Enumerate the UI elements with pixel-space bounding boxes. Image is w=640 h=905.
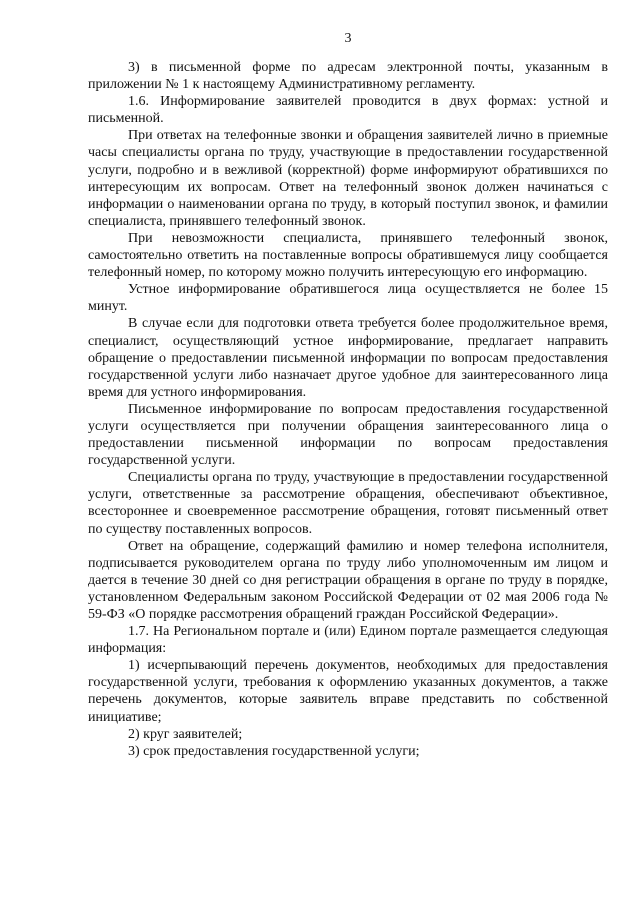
list-item-applicants: 2) круг заявителей; (128, 726, 243, 742)
paragraph-phone-answers: При ответах на телефонные звонки и обращения заявителей лично в приемные часы специалисты органа по труду, участвующие в предоставлении государственной услуги, подробно и в вежливой (корректной) форме информируют обратившихся по интересующим их вопросам. Ответ на телефонный звонок должен начинаться с информации о наименовании органа по труду, в который поступил звонок, и фамилии специалиста, принявшего телефонный звонок. (88, 128, 608, 229)
paragraph-answer-signing: Ответ на обращение, содержащий фамилию и номер телефона исполнителя, подписывается руководителем органа по труду либо уполномоченным им лицом и дается в течение 30 дней со дня регистрации обращения в органе по труду в порядке, установленном Федеральным законом Российской Федерации от 02 мая 2006 года № 59-ФЗ «О порядке рассмотрения обращений граждан Российской Федерации». (88, 538, 608, 622)
paragraph-section-1-7: 1.7. На Региональном портале и (или) Едином портале размещается следующая информация: (88, 624, 608, 657)
paragraph-section-1-6: 1.6. Информирование заявителей проводится в двух формах: устной и письменной. (88, 94, 608, 127)
page-number: 3 (344, 31, 352, 46)
paragraph-phone-number-referral: При невозможности специалиста, принявшего телефонный звонок, самостоятельно ответить на поставленные вопросы обратившемуся лицу сообщается телефонный номер, по которому можно получить интересующую его информацию. (88, 230, 608, 281)
paragraph-oral-duration: Устное информирование обратившегося лица осуществляется не более 15 минут. (88, 282, 608, 315)
list-item-documents: 1) исчерпывающий перечень документов, необходимых для предоставления государственной услуги, требования к оформлению указанных документов, а также перечень документов, которые заявитель вправе представить по собственной инициативе; (88, 658, 608, 725)
document-page (88, 30, 608, 760)
paragraph-specialists-review: Специалисты органа по труду, участвующие в предоставлении государственной услуги, ответственные за рассмотрение обращения, обеспечивают объективное, всестороннее и своевременное рассмотрение обращения, готовят письменный ответ по существу поставленных вопросов. (88, 470, 608, 537)
paragraph-email-form: 3) в письменной форме по адресам электронной почты, указанным в приложении № 1 к настоящему Административному регламенту. (88, 60, 608, 93)
paragraph-longer-preparation: В случае если для подготовки ответа требуется более продолжительное время, специалист, осуществляющий устное информирование, предлагает направить обращение о предоставлении письменной информации по вопросам предоставления государственной услуги либо назначает другое удобное для заинтересованного лица время для устного информирования. (88, 316, 608, 400)
paragraph-written-informing: Письменное информирование по вопросам предоставления государственной услуги осуществляется при получении обращения заинтересованного лица о предоставлении письменной информации по вопросам предоставления государственной услуги. (88, 401, 608, 469)
list-item-service-term: 3) срок предоставления государственной услуги; (128, 743, 420, 759)
